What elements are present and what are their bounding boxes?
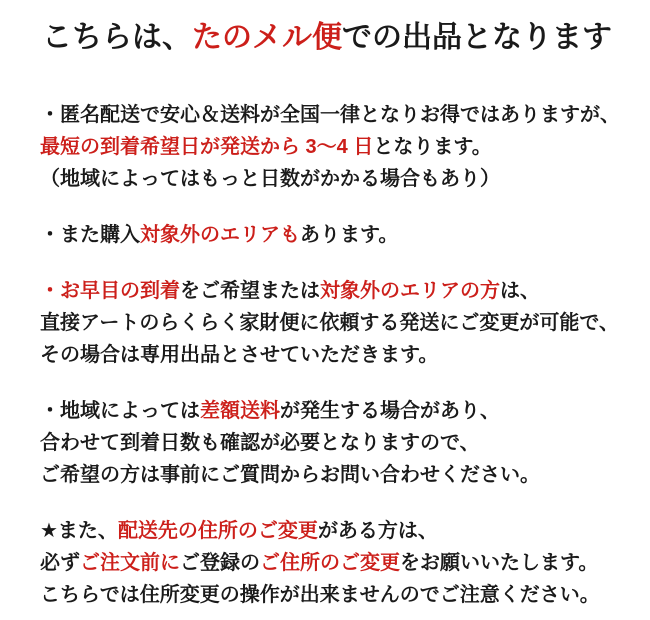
body-text: をご希望または bbox=[180, 280, 320, 302]
body-text: 直接アートのらくらく家財便に依頼する発送にご変更が可能で、 bbox=[40, 312, 619, 334]
notice-paragraph-extra-shipping-fee bbox=[40, 395, 644, 491]
highlight-text: 対象外のエリアの方 bbox=[320, 280, 500, 302]
body-text: 合わせて到着日数も確認が必要となりますので、 bbox=[40, 432, 480, 454]
body-text: ★また、 bbox=[40, 520, 118, 542]
body-text: となります。 bbox=[373, 136, 492, 158]
body-text: こちらでは住所変更の操作が出来ませんのでご注意ください。 bbox=[40, 584, 600, 606]
page-title bbox=[42, 18, 644, 58]
highlight-text: 対象外のエリアも bbox=[140, 224, 300, 246]
highlight-text: たのメル便 bbox=[192, 21, 342, 54]
body-text: こちらは、 bbox=[42, 21, 192, 54]
body-text: ご希望の方は事前にご質問からお問い合わせください。 bbox=[40, 464, 540, 486]
body-text: その場合は専用出品とさせていただきます。 bbox=[40, 344, 439, 366]
highlight-text: ご注文前に bbox=[80, 552, 180, 574]
body-text: がある方は、 bbox=[317, 520, 438, 542]
body-text: は、 bbox=[500, 280, 540, 302]
highlight-text: 差額送料 bbox=[200, 400, 280, 422]
notice-paragraph-address-change bbox=[40, 515, 644, 611]
body-text: ・地域によっては bbox=[40, 400, 200, 422]
highlight-text: ・お早目の到着 bbox=[40, 280, 180, 302]
body-text: （地域によってはもっと日数がかかる場合もあり） bbox=[40, 168, 500, 190]
body-text: あります。 bbox=[300, 224, 399, 246]
notice-paragraph-early-arrival-option bbox=[40, 275, 644, 371]
body-text: ご登録の bbox=[180, 552, 260, 574]
body-text: ・匿名配送で安心＆送料が全国一律となりお得ではありますが、 bbox=[40, 104, 620, 126]
highlight-text: 最短の到着希望日が発送から 3～4 日 bbox=[40, 136, 374, 158]
body-text: 必ず bbox=[40, 552, 80, 574]
body-text: での出品となります bbox=[342, 21, 612, 54]
body-text: をお願いいたします。 bbox=[400, 552, 599, 574]
notice-paragraph-excluded-areas bbox=[40, 219, 644, 251]
highlight-text: ご住所のご変更 bbox=[260, 552, 400, 574]
body-text: ・また購入 bbox=[40, 224, 140, 246]
body-text: が発生する場合があり、 bbox=[280, 400, 500, 422]
notice-paragraph-shipping-terms bbox=[40, 99, 644, 195]
highlight-text: 配送先の住所のご変更 bbox=[117, 520, 318, 542]
